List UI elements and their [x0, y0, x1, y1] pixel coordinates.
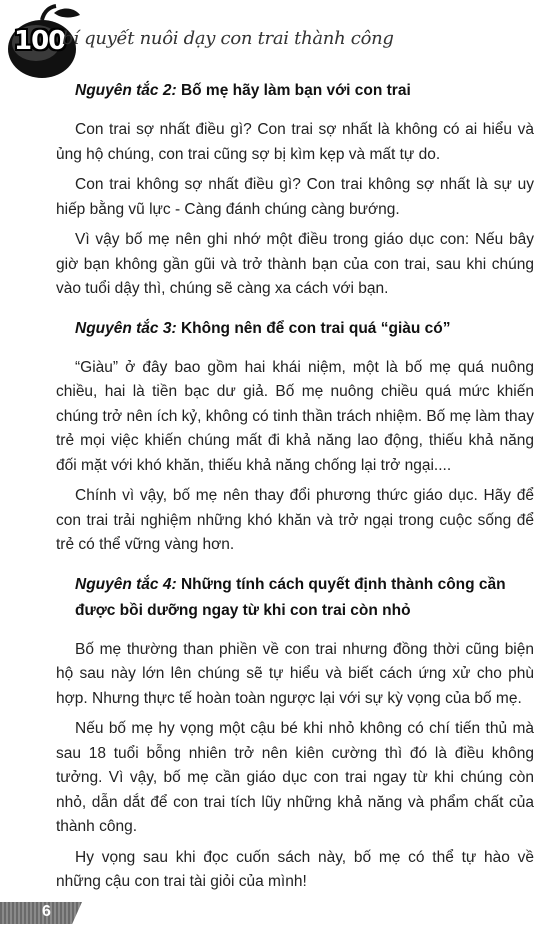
paragraph: Nếu bố mẹ hy vọng một cậu bé khi nhỏ không có chí tiến thủ mà sau 18 tuổi bỗng nhiên trở nên kiên cường thì đó là điều không tưởng. Vì vậy, bố mẹ cần giáo dục con trai ngay từ khi chúng còn nhỏ, dẫn dắt để con trai tích lũy những khả năng và phẩm chất của thành công. [56, 720, 534, 835]
page-content [56, 78, 534, 909]
section-title: Không nên để con trai quá “giàu có” [180, 319, 451, 337]
paragraph: Chính vì vậy, bố mẹ nên thay đổi phương thức giáo dục. Hãy để con trai trải nghiệm những khó khăn và trở ngại trong cuộc sống để trẻ có thể vững vàng hơn. [56, 487, 534, 553]
section-principle-4 [56, 572, 534, 895]
section-title: Những tính cách quyết định thành công cần được bồi dưỡng ngay từ khi con trai còn nhỏ [75, 575, 506, 619]
page-header [0, 0, 560, 80]
section-label: Nguyên tắc 2: [75, 82, 177, 99]
section-principle-2 [56, 78, 534, 302]
section-label: Nguyên tắc 3: [75, 319, 177, 337]
page-number-tab [0, 902, 82, 924]
paragraph: Bố mẹ thường than phiền về con trai nhưng đồng thời cũng biện hộ sau này lớn lên chúng sẽ tự hiểu và biết cách ứng xử cho phù hợp. Nhưng thực tế hoàn toàn ngược lại với sự kỳ vọng của bố mẹ. [56, 640, 534, 707]
section-heading [75, 572, 534, 624]
paragraph: “Giàu” ở đây bao gồm hai khái niệm, một là bố mẹ quá nuông chiều, hai là tiền bạc dư giả. Bố mẹ nuông chiều quá mức khiến chúng trở nên ích kỷ, không có tinh thần trách nhiệm. Bố mẹ làm thay trẻ mọi việc khiến chúng mất đi khả năng lao động, thiếu khả năng đối mặt với khó khăn, thiếu khả năng chống lại trở ngại.... [56, 358, 535, 474]
section-heading [75, 78, 534, 104]
series-number: 100 [14, 26, 66, 56]
book-title: bí quyết nuôi dạy con trai thành công [62, 28, 394, 49]
paragraph: Con trai không sợ nhất điều gì? Con trai không sợ nhất là sự uy hiếp bằng vũ lực - Càng đánh chúng càng bướng. [56, 176, 534, 218]
section-heading [75, 316, 534, 342]
section-label: Nguyên tắc 4: [75, 575, 177, 593]
paragraph: Hy vọng sau khi đọc cuốn sách này, bố mẹ có thể tự hào về những cậu con trai tài giỏi của mình! [56, 848, 534, 890]
section-title: Bố mẹ hãy làm bạn với con trai [180, 82, 411, 99]
page-footer [0, 898, 560, 931]
paragraph: Vì vậy bố mẹ nên ghi nhớ một điều trong giáo dục con: Nếu bây giờ bạn không gần gũi và trở thành bạn của con trai, sau khi chúng vào tuổi dậy thì, chúng sẽ càng xa cách với bạn. [56, 231, 534, 297]
paragraph: Con trai sợ nhất điều gì? Con trai sợ nhất là không có ai hiểu và ủng hộ chúng, con trai cũng sợ bị kìm kẹp và mất tự do. [56, 121, 534, 163]
page-number: 6 [42, 903, 51, 920]
section-principle-3 [56, 316, 534, 558]
